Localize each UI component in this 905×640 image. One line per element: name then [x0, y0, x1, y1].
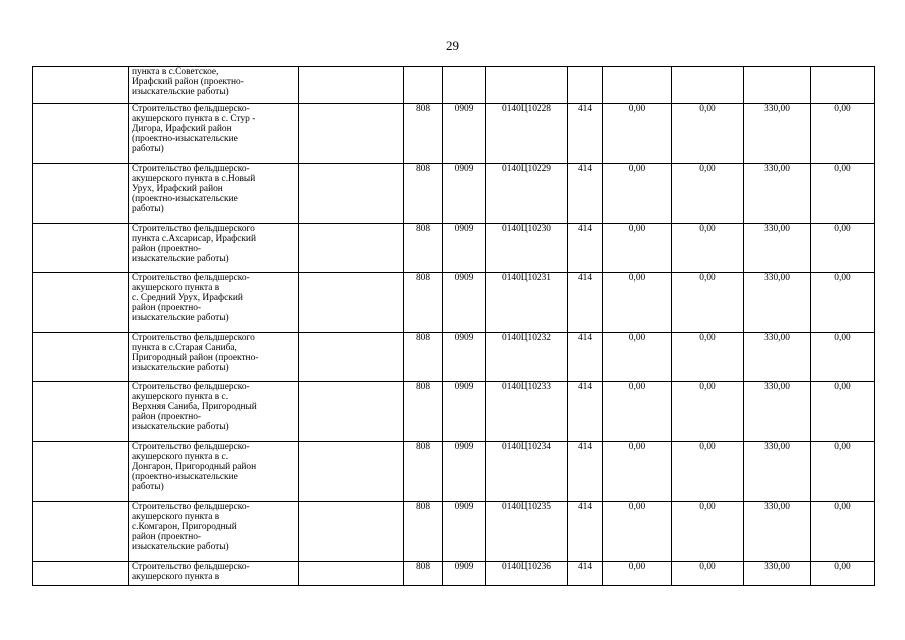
section-code-cell: [443, 67, 486, 104]
expense-kind-cell: 414: [568, 224, 603, 273]
amount-1-cell: 0,00: [603, 562, 672, 586]
amount-2-cell: 0,00: [672, 224, 744, 273]
amount-2-cell: 0,00: [672, 382, 744, 442]
table-row: [33, 224, 875, 273]
admin-code-cell: 808: [404, 562, 443, 586]
table-row: [33, 273, 875, 333]
table-row: [33, 502, 875, 562]
blank-cell: [299, 442, 404, 502]
blank-cell: [33, 333, 129, 382]
table-row: [33, 164, 875, 224]
amount-2-cell: 0,00: [672, 442, 744, 502]
admin-code-cell: 808: [404, 442, 443, 502]
admin-code-cell: 808: [404, 382, 443, 442]
amount-3-cell: [744, 67, 811, 104]
expense-name-cell: Строительство фельдшерского пункта в с.Старая Саниба, Пригородный район (проектно- изыскательские работы): [129, 333, 299, 382]
amount-1-cell: 0,00: [603, 502, 672, 562]
blank-cell: [33, 382, 129, 442]
blank-cell: [33, 67, 129, 104]
amount-4-cell: 0,00: [811, 442, 875, 502]
expense-name-cell: Строительство фельдшерско- акушерского пункта в с. Стур - Дигора, Ирафский район (проектно-изыскательские работы): [129, 104, 299, 164]
expense-kind-cell: 414: [568, 382, 603, 442]
amount-1-cell: 0,00: [603, 164, 672, 224]
expense-kind-cell: 414: [568, 502, 603, 562]
expense-name-cell: Строительство фельдшерско- акушерского пункта в с. Донгарон, Пригородный район (проектно-изыскательские работы): [129, 442, 299, 502]
admin-code-cell: 808: [404, 224, 443, 273]
amount-4-cell: 0,00: [811, 224, 875, 273]
blank-cell: [33, 104, 129, 164]
amount-3-cell: 330,00: [744, 104, 811, 164]
blank-cell: [299, 164, 404, 224]
blank-cell: [299, 273, 404, 333]
section-code-cell: 0909: [443, 502, 486, 562]
admin-code-cell: 808: [404, 502, 443, 562]
table-row: [33, 333, 875, 382]
table-row: [33, 104, 875, 164]
section-code-cell: 0909: [443, 442, 486, 502]
amount-1-cell: 0,00: [603, 104, 672, 164]
amount-1-cell: 0,00: [603, 333, 672, 382]
admin-code-cell: 808: [404, 333, 443, 382]
amount-4-cell: 0,00: [811, 104, 875, 164]
expense-name-cell: пункта в с.Советское, Ирафский район (проектно- изыскательские работы): [129, 67, 299, 104]
target-article-cell: 0140Ц10236: [486, 562, 568, 586]
expense-name-cell: Строительство фельдшерско- акушерского пункта в с.Комгарон, Пригородный район (проектно- изыскательские работы): [129, 502, 299, 562]
amount-1-cell: [603, 67, 672, 104]
amount-3-cell: 330,00: [744, 273, 811, 333]
table-row: [33, 67, 875, 104]
blank-cell: [33, 273, 129, 333]
amount-1-cell: 0,00: [603, 442, 672, 502]
section-code-cell: 0909: [443, 333, 486, 382]
blank-cell: [299, 67, 404, 104]
blank-cell: [299, 333, 404, 382]
amount-2-cell: 0,00: [672, 562, 744, 586]
target-article-cell: 0140Ц10231: [486, 273, 568, 333]
admin-code-cell: 808: [404, 164, 443, 224]
table-body: [33, 67, 875, 586]
table-row: [33, 382, 875, 442]
amount-2-cell: 0,00: [672, 273, 744, 333]
amount-3-cell: 330,00: [744, 502, 811, 562]
target-article-cell: 0140Ц10230: [486, 224, 568, 273]
amount-1-cell: 0,00: [603, 224, 672, 273]
blank-cell: [299, 224, 404, 273]
section-code-cell: 0909: [443, 104, 486, 164]
section-code-cell: 0909: [443, 273, 486, 333]
amount-4-cell: 0,00: [811, 164, 875, 224]
amount-4-cell: 0,00: [811, 382, 875, 442]
expense-kind-cell: 414: [568, 273, 603, 333]
amount-3-cell: 330,00: [744, 442, 811, 502]
admin-code-cell: 808: [404, 104, 443, 164]
amount-2-cell: 0,00: [672, 502, 744, 562]
section-code-cell: 0909: [443, 562, 486, 586]
amount-3-cell: 330,00: [744, 164, 811, 224]
amount-2-cell: 0,00: [672, 164, 744, 224]
target-article-cell: 0140Ц10228: [486, 104, 568, 164]
blank-cell: [299, 104, 404, 164]
expense-kind-cell: 414: [568, 164, 603, 224]
section-code-cell: 0909: [443, 382, 486, 442]
target-article-cell: 0140Ц10233: [486, 382, 568, 442]
blank-cell: [299, 502, 404, 562]
blank-cell: [299, 562, 404, 586]
blank-cell: [33, 164, 129, 224]
expense-kind-cell: 414: [568, 104, 603, 164]
blank-cell: [33, 442, 129, 502]
expense-name-cell: Строительство фельдшерско- акушерского пункта в с.Новый Урух, Ирафский район (проектно-изыскательские работы): [129, 164, 299, 224]
blank-cell: [33, 502, 129, 562]
expense-kind-cell: 414: [568, 562, 603, 586]
target-article-cell: 0140Ц10235: [486, 502, 568, 562]
blank-cell: [33, 224, 129, 273]
expense-kind-cell: [568, 67, 603, 104]
admin-code-cell: [404, 67, 443, 104]
table-row: [33, 442, 875, 502]
target-article-cell: 0140Ц10234: [486, 442, 568, 502]
page-number: 29: [446, 38, 459, 53]
admin-code-cell: 808: [404, 273, 443, 333]
expense-name-cell: Строительство фельдшерско- акушерского пункта в с. Верхняя Саниба, Пригородный район (проектно- изыскательские работы): [129, 382, 299, 442]
amount-1-cell: 0,00: [603, 382, 672, 442]
amount-4-cell: 0,00: [811, 273, 875, 333]
amount-4-cell: [811, 67, 875, 104]
amount-3-cell: 330,00: [744, 224, 811, 273]
budget-table: [32, 66, 875, 586]
section-code-cell: 0909: [443, 164, 486, 224]
expense-name-cell: Строительство фельдшерского пункта с.Ахсарисар, Ирафский район (проектно- изыскательские работы): [129, 224, 299, 273]
expense-kind-cell: 414: [568, 442, 603, 502]
target-article-cell: [486, 67, 568, 104]
target-article-cell: 0140Ц10229: [486, 164, 568, 224]
target-article-cell: 0140Ц10232: [486, 333, 568, 382]
amount-1-cell: 0,00: [603, 273, 672, 333]
amount-3-cell: 330,00: [744, 382, 811, 442]
section-code-cell: 0909: [443, 224, 486, 273]
expense-kind-cell: 414: [568, 333, 603, 382]
amount-4-cell: 0,00: [811, 333, 875, 382]
expense-name-cell: Строительство фельдшерско- акушерского пункта в с. Средний Урух, Ирафский район (проектно- изыскательские работы): [129, 273, 299, 333]
amount-4-cell: 0,00: [811, 502, 875, 562]
blank-cell: [299, 382, 404, 442]
amount-3-cell: 330,00: [744, 562, 811, 586]
blank-cell: [33, 562, 129, 586]
amount-2-cell: [672, 67, 744, 104]
amount-4-cell: 0,00: [811, 562, 875, 586]
table-row: [33, 562, 875, 586]
amount-2-cell: 0,00: [672, 333, 744, 382]
amount-3-cell: 330,00: [744, 333, 811, 382]
expense-name-cell: Строительство фельдшерско- акушерского пункта в: [129, 562, 299, 586]
amount-2-cell: 0,00: [672, 104, 744, 164]
